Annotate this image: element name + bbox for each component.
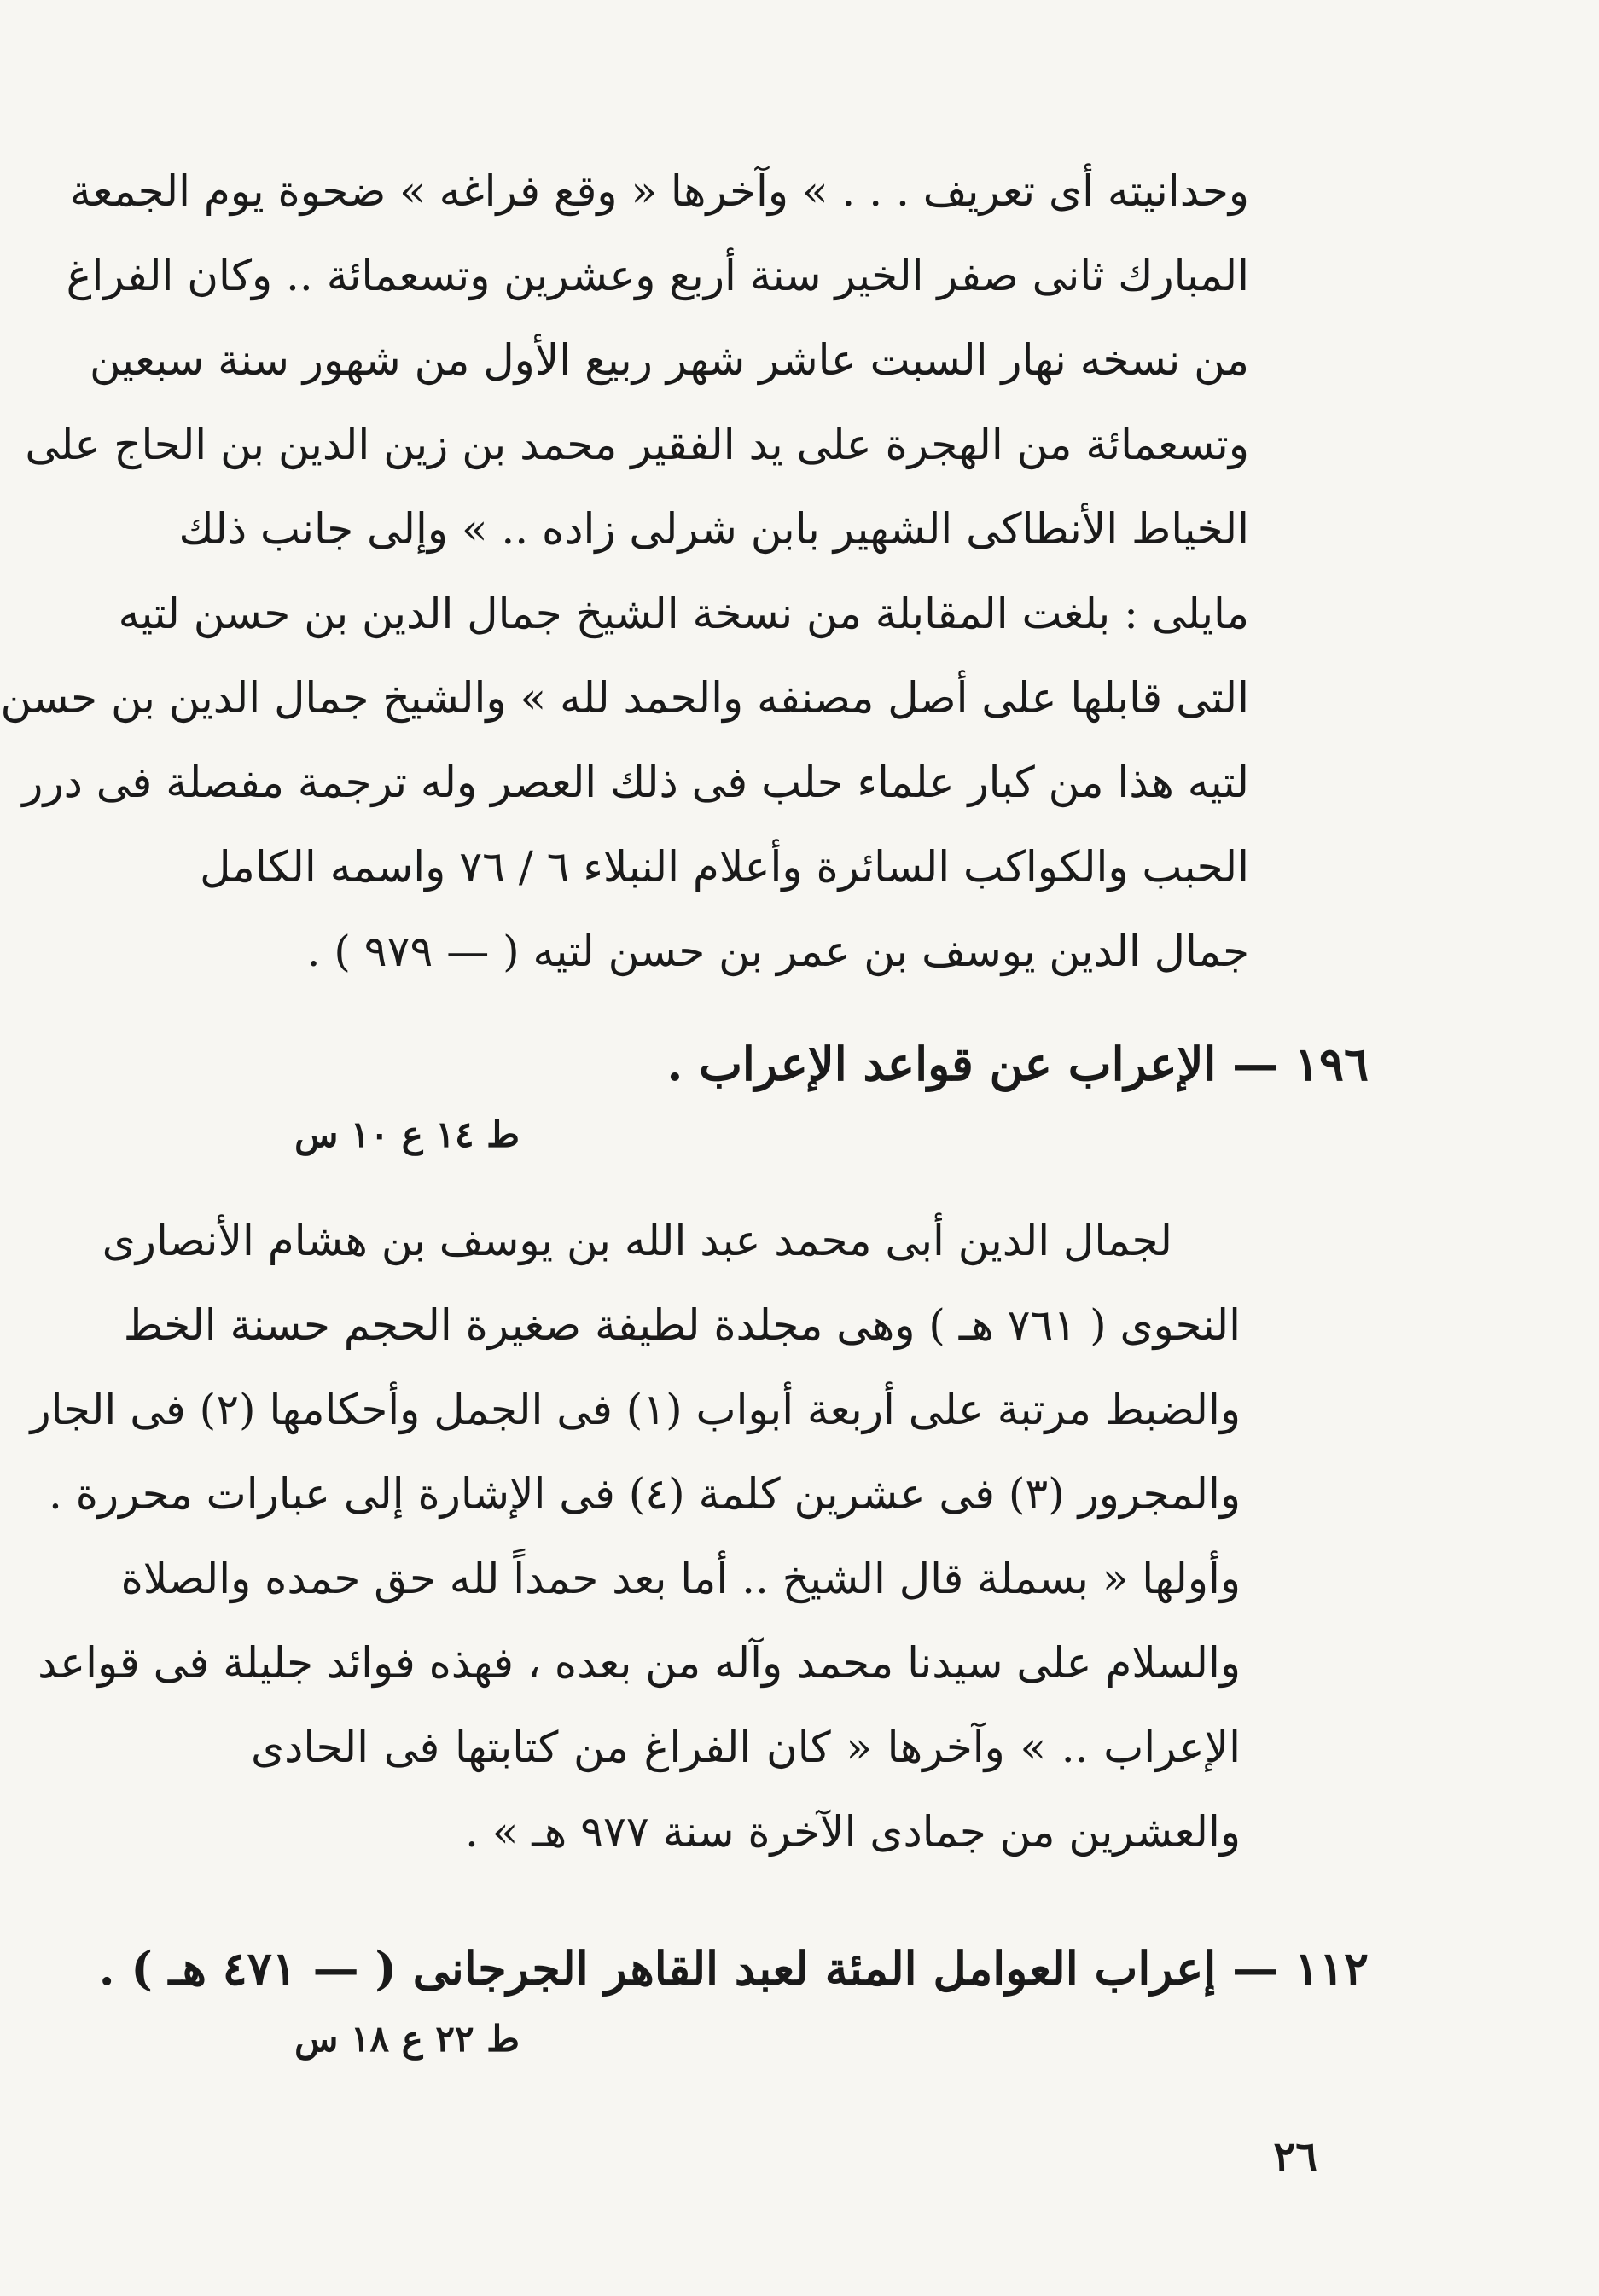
- text-line: والضبط مرتبة على أربعة أبواب (١) فى الجمل وأحكامها (٢) فى الجار: [30, 1385, 1241, 1434]
- entry-reference-112: ط ٢٢ ع ١٨ س: [294, 2018, 520, 2060]
- text-line: والعشرين من جمادى الآخرة سنة ٩٧٧ هـ » .: [465, 1807, 1241, 1857]
- text-line: جمال الدين يوسف بن عمر بن حسن لتيه ( — ٩٧٩ ) .: [306, 927, 1249, 976]
- text-line: مايلى : بلغت المقابلة من نسخة الشيخ جمال الدين بن حسن لتيه: [118, 589, 1249, 638]
- text-line: النحوى ( ٧٦١ هـ ) وهى مجلدة لطيفة صغيرة الحجم حسنة الخط: [123, 1300, 1241, 1350]
- text-line: وأولها « بسملة قال الشيخ .. أما بعد حمداً لله حق حمده والصلاة: [120, 1554, 1241, 1603]
- text-line: الإعراب .. » وآخرها « كان الفراغ من كتابتها فى الحادى: [251, 1723, 1241, 1772]
- entry-heading-196: ١٩٦ — الإعراب عن قواعد الإعراب .: [666, 1037, 1369, 1091]
- text-line: وحدانيته أى تعريف . . . » وآخرها « وقع فراغه » ضحوة يوم الجمعة: [69, 166, 1249, 216]
- text-line: الخياط الأنطاكى الشهير بابن شرلى زاده .. » وإلى جانب ذلك: [178, 504, 1249, 554]
- entry-heading-112: ١١٢ — إعراب العوامل المئة لعبد القاهر الجرجانى ( — ٤٧١ هـ ) .: [98, 1941, 1369, 1996]
- entry-reference-196: ط ١٤ ع ١٠ س: [294, 1113, 520, 1155]
- text-line: لجمال الدين أبى محمد عبد الله بن يوسف بن هشام الأنصارى: [102, 1216, 1172, 1265]
- paragraph-entry-196-description: [30, 1199, 1241, 1875]
- text-line: الحبب والكواكب السائرة وأعلام النبلاء ٦ / ٧٦ واسمه الكامل: [200, 842, 1249, 892]
- paragraph-manuscript-description: [0, 149, 1249, 994]
- text-line: والسلام على سيدنا محمد وآله من بعده ، فهذه فوائد جليلة فى قواعد: [38, 1638, 1241, 1688]
- text-line: من نسخه نهار السبت عاشر شهر ربيع الأول من شهور سنة سبعين: [89, 335, 1249, 385]
- text-line: لتيه هذا من كبار علماء حلب فى ذلك العصر وله ترجمة مفصلة فى درر: [22, 758, 1249, 807]
- text-line: التى قابلها على أصل مصنفه والحمد لله » والشيخ جمال الدين بن حسن: [0, 673, 1249, 723]
- text-line: المبارك ثانى صفر الخير سنة أربع وعشرين وتسعمائة .. وكان الفراغ: [66, 251, 1249, 300]
- text-line: وتسعمائة من الهجرة على يد الفقير محمد بن زين الدين بن الحاج على: [25, 420, 1249, 469]
- page-number: ٢٦: [1273, 2133, 1317, 2181]
- text-line: والمجرور (٣) فى عشرين كلمة (٤) فى الإشارة إلى عبارات محررة .: [49, 1469, 1241, 1519]
